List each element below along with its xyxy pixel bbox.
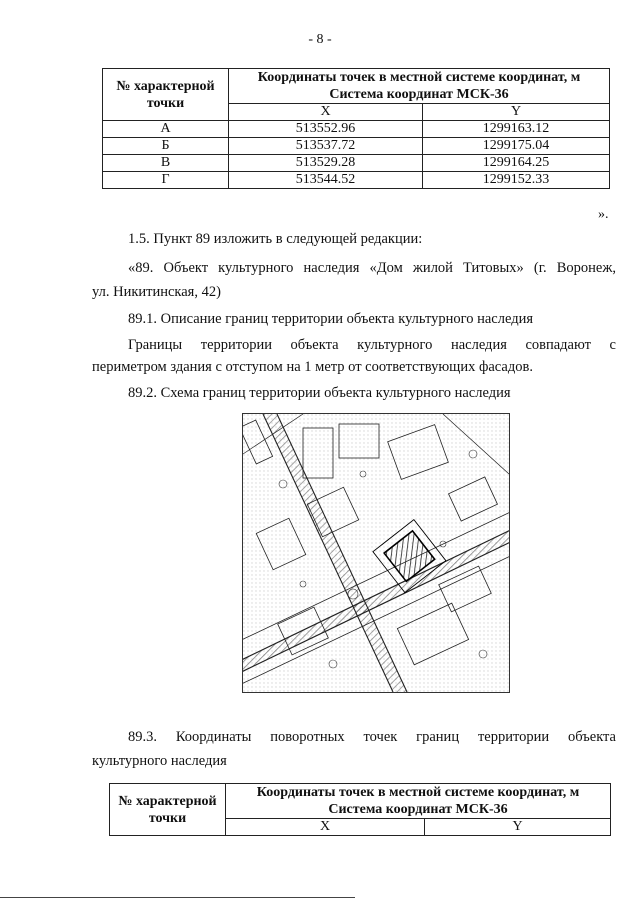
table-row bbox=[103, 172, 610, 189]
y-value: 1299175.04 bbox=[423, 138, 610, 155]
x-value: 513544.52 bbox=[229, 172, 423, 189]
header-x: X bbox=[226, 819, 425, 836]
x-value: 513537.72 bbox=[229, 138, 423, 155]
footer-divider bbox=[0, 897, 355, 898]
paragraph-boundaries: Границы территории объекта культурного наследия совпадают с bbox=[128, 337, 616, 353]
x-value: 513529.28 bbox=[229, 155, 423, 172]
header-coordinates: Координаты точек в местной системе координат, м Система координат МСК-36 bbox=[226, 784, 611, 819]
page-number: - 8 - bbox=[308, 32, 332, 47]
territory-scheme-map bbox=[242, 413, 510, 693]
header-y: Y bbox=[425, 819, 611, 836]
header-point-number: № характерной точки bbox=[103, 69, 229, 121]
y-value: 1299163.12 bbox=[423, 121, 610, 138]
point-label: Б bbox=[103, 138, 229, 155]
point-label: Г bbox=[103, 172, 229, 189]
coordinates-table-2 bbox=[109, 783, 611, 836]
closing-quote: ». bbox=[598, 207, 609, 222]
paragraph-89-3-cont: культурного наследия bbox=[92, 753, 227, 769]
y-value: 1299152.33 bbox=[423, 172, 610, 189]
header-x: X bbox=[229, 104, 423, 121]
point-label: В bbox=[103, 155, 229, 172]
header-coordinates: Координаты точек в местной системе координат, м Система координат МСК-36 bbox=[229, 69, 610, 104]
x-value: 513552.96 bbox=[229, 121, 423, 138]
coordinates-table-1 bbox=[102, 68, 610, 189]
paragraph-89-1: 89.1. Описание границ территории объекта культурного наследия bbox=[128, 311, 534, 327]
paragraph-89-2: 89.2. Схема границ территории объекта культурного наследия bbox=[128, 385, 511, 401]
paragraph-boundaries-cont: периметром здания с отступом на 1 метр от соответствующих фасадов. bbox=[92, 359, 533, 375]
header-point-number: № характерной точки bbox=[110, 784, 226, 836]
paragraph-1-5: 1.5. Пункт 89 изложить в следующей редакции: bbox=[128, 231, 423, 247]
point-label: А bbox=[103, 121, 229, 138]
y-value: 1299164.25 bbox=[423, 155, 610, 172]
paragraph-89-title: «89. Объект культурного наследия «Дом жилой Титовых» (г. Воронеж, bbox=[128, 260, 616, 276]
paragraph-89-3: 89.3. Координаты поворотных точек границ территории объекта bbox=[128, 729, 616, 745]
header-y: Y bbox=[423, 104, 610, 121]
paragraph-89-title-cont: ул. Никитинская, 42) bbox=[92, 284, 221, 300]
table-row bbox=[103, 121, 610, 138]
table-row bbox=[103, 138, 610, 155]
table-row bbox=[103, 155, 610, 172]
